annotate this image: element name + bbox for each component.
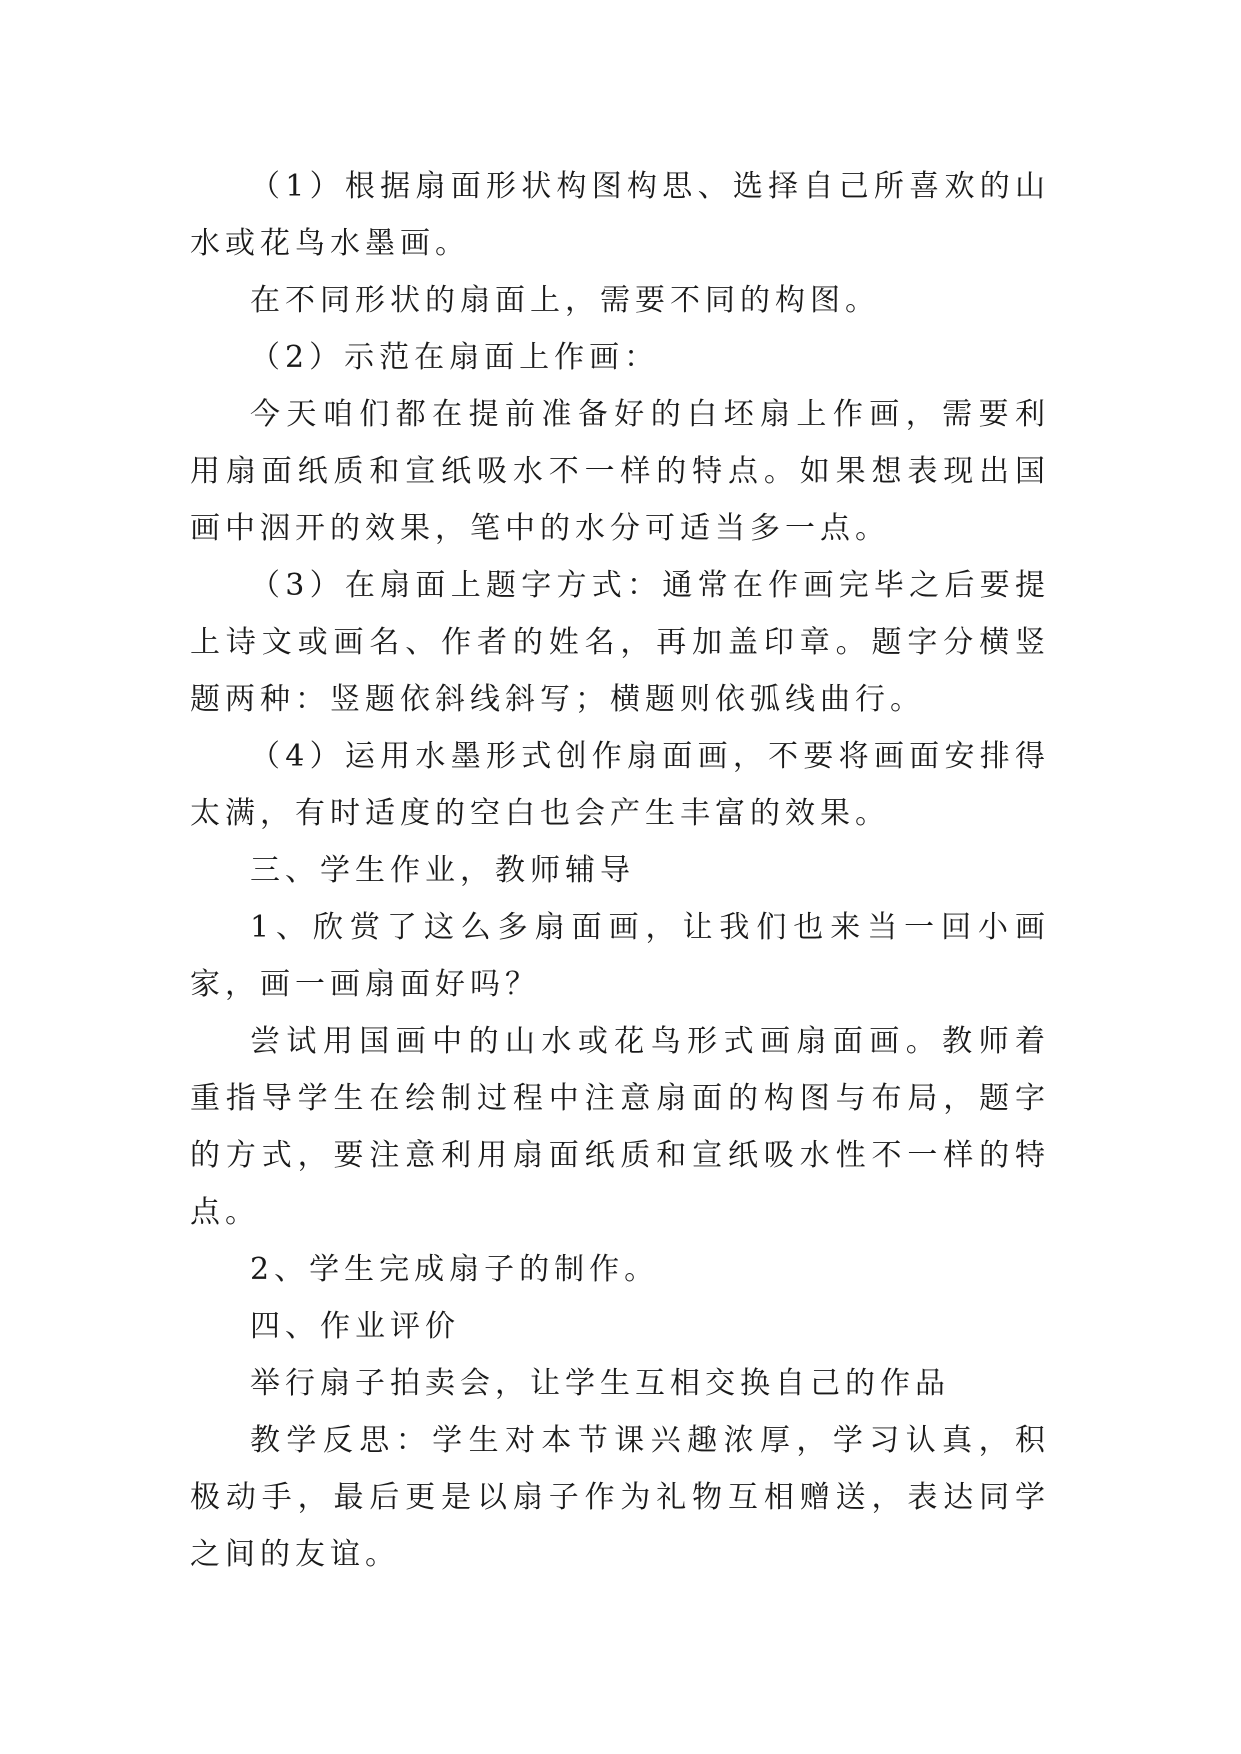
paragraph-task-guidance: 尝试用国画中的山水或花鸟形式画扇面画。教师着重指导学生在绘制过程中注意扇面的构图与布局，题字的方式，要注意利用扇面纸质和宣纸吸水性不一样的特点。 xyxy=(190,1024,1050,1230)
paragraph-composition-note: 在不同形状的扇面上，需要不同的构图。 xyxy=(250,283,880,318)
paragraph-step-4: （4）运用水墨形式创作扇面画，不要将画面安排得太满，有时适度的空白也会产生丰富的效果。 xyxy=(190,739,1050,831)
paragraph-task-1: 1、欣赏了这么多扇面画，让我们也来当一回小画家，画一画扇面好吗？ xyxy=(190,910,1050,1002)
section-heading-3: 三、学生作业，教师辅导 xyxy=(250,853,635,888)
paragraph-reflection: 教学反思：学生对本节课兴趣浓厚，学习认真，积极动手，最后更是以扇子作为礼物互相赠送，表达同学之间的友谊。 xyxy=(190,1423,1050,1572)
paragraph-step-2: （2）示范在扇面上作画： xyxy=(250,340,660,375)
paragraph-task-2: 2、学生完成扇子的制作。 xyxy=(250,1252,660,1287)
section-heading-4: 四、作业评价 xyxy=(250,1309,460,1344)
paragraph-step-1: （1）根据扇面形状构图构思、选择自己所喜欢的山水或花鸟水墨画。 xyxy=(190,169,1050,261)
document-body xyxy=(190,158,1050,1583)
paragraph-step-3: （3）在扇面上题字方式：通常在作画完毕之后要提上诗文或画名、作者的姓名，再加盖印章。题字分横竖题两种：竖题依斜线斜写；横题则依弧线曲行。 xyxy=(190,568,1050,717)
paragraph-evaluation: 举行扇子拍卖会，让学生互相交换自己的作品 xyxy=(250,1366,950,1401)
paragraph-demo-description: 今天咱们都在提前准备好的白坯扇上作画，需要利用扇面纸质和宣纸吸水不一样的特点。如果想表现出国画中洇开的效果，笔中的水分可适当多一点。 xyxy=(190,397,1050,546)
